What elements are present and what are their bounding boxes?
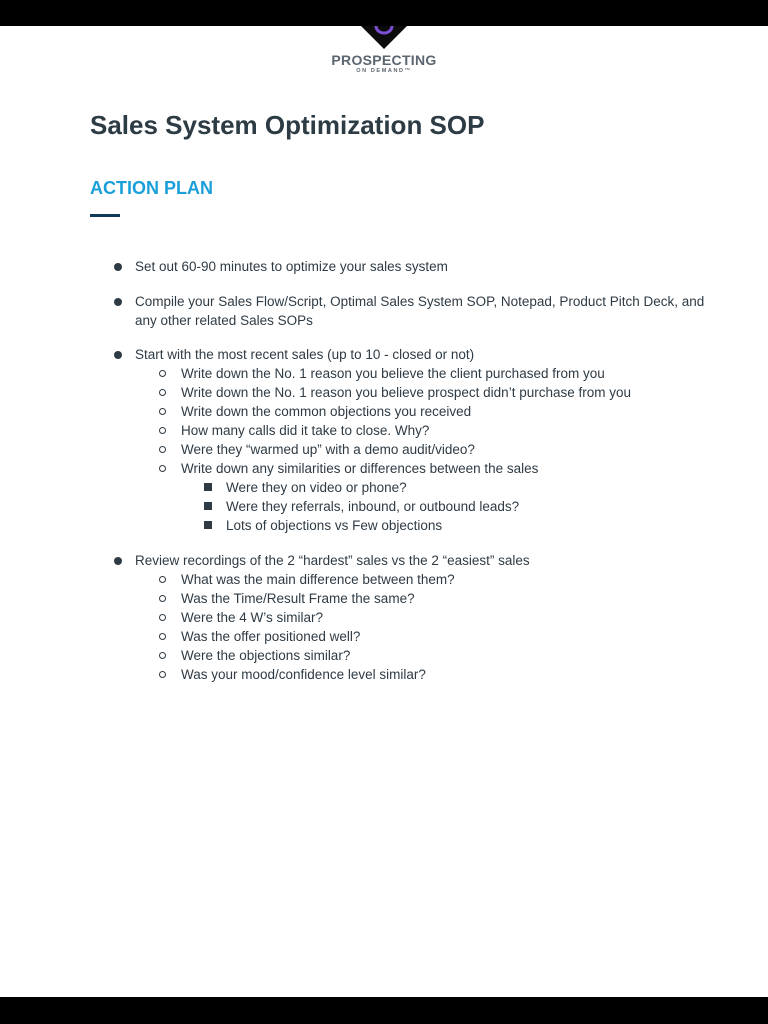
logo-wordmark: PROSPECTING	[331, 52, 437, 68]
hollow-circle-bullet-icon	[159, 427, 166, 434]
sub-list-item-text: Write down any similarities or differences between the sales	[181, 461, 539, 476]
list-item	[0, 257, 768, 276]
hollow-circle-bullet-icon	[159, 370, 166, 377]
sub-list-item	[0, 665, 768, 684]
sub-sub-list-item-text: Lots of objections vs Few objections	[226, 518, 443, 533]
sub-list-item-text: Write down the No. 1 reason you believe prospect didn’t purchase from you	[181, 385, 631, 400]
sub-sub-list-item	[0, 478, 768, 497]
filled-square-bullet-icon	[204, 483, 212, 491]
sub-list-item	[0, 383, 768, 402]
list-item	[0, 345, 768, 364]
sub-sub-list-item	[0, 516, 768, 535]
section-heading: ACTION PLAN	[90, 178, 213, 198]
sub-list-item	[0, 646, 768, 665]
sub-list-item-text: How many calls did it take to close. Why?	[181, 423, 430, 438]
hollow-circle-bullet-icon	[159, 595, 166, 602]
hollow-circle-bullet-icon	[159, 671, 166, 678]
bottom-black-bar	[0, 997, 768, 1024]
hollow-circle-bullet-icon	[159, 576, 166, 583]
sub-list-item	[0, 608, 768, 627]
list-item-text: Review recordings of the 2 “hardest” sales vs the 2 “easiest” sales	[135, 553, 530, 568]
prospecting-logo-icon	[359, 22, 409, 50]
hollow-circle-bullet-icon	[159, 652, 166, 659]
sub-list-item	[0, 402, 768, 421]
heading-underline	[90, 214, 120, 217]
filled-square-bullet-icon	[204, 502, 212, 510]
page-title: Sales System Optimization SOP	[90, 110, 485, 140]
filled-circle-bullet-icon	[114, 557, 122, 565]
logo-tagline: ON DEMAND™	[356, 68, 412, 74]
sub-list-item-text: Were they “warmed up” with a demo audit/video?	[181, 442, 475, 457]
hollow-circle-bullet-icon	[159, 408, 166, 415]
list-item	[0, 551, 768, 570]
filled-circle-bullet-icon	[114, 298, 122, 306]
sub-list-item-text: Was the Time/Result Frame the same?	[181, 591, 415, 606]
hollow-circle-bullet-icon	[159, 614, 166, 621]
sub-list-item	[0, 570, 768, 589]
sub-list-item	[0, 440, 768, 459]
sub-list-item-text: Were the objections similar?	[181, 648, 351, 663]
list-item-text: Start with the most recent sales (up to 10 - closed or not)	[135, 347, 475, 362]
sub-list-item-text: Were the 4 W’s similar?	[181, 610, 324, 625]
sub-list-item	[0, 421, 768, 440]
sub-list-item	[0, 459, 768, 478]
sub-list-item	[0, 364, 768, 383]
sub-sub-list-item	[0, 497, 768, 516]
sub-list-item-text: Was your mood/confidence level similar?	[181, 667, 426, 682]
list-item	[0, 292, 768, 330]
sub-sub-list-item-text: Were they on video or phone?	[226, 480, 407, 495]
list-item-text: Set out 60-90 minutes to optimize your sales system	[135, 259, 448, 274]
hollow-circle-bullet-icon	[159, 465, 166, 472]
filled-circle-bullet-icon	[114, 263, 122, 271]
sub-list-item-text: Was the offer positioned well?	[181, 629, 361, 644]
sub-list-item	[0, 627, 768, 646]
action-plan-list	[0, 257, 768, 684]
hollow-circle-bullet-icon	[159, 389, 166, 396]
sub-list-item-text: Write down the common objections you received	[181, 404, 472, 419]
sub-list-item	[0, 589, 768, 608]
filled-square-bullet-icon	[204, 521, 212, 529]
sub-list-item-text: Write down the No. 1 reason you believe the client purchased from you	[181, 366, 605, 381]
hollow-circle-bullet-icon	[159, 633, 166, 640]
hollow-circle-bullet-icon	[159, 446, 166, 453]
sub-sub-list-item-text: Were they referrals, inbound, or outbound leads?	[226, 499, 520, 514]
filled-circle-bullet-icon	[114, 351, 122, 359]
sub-list-item-text: What was the main difference between them?	[181, 572, 455, 587]
list-item-text: Compile your Sales Flow/Script, Optimal Sales System SOP, Notepad, Product Pitch Deck, and any other related Sales SOPs	[135, 294, 705, 328]
